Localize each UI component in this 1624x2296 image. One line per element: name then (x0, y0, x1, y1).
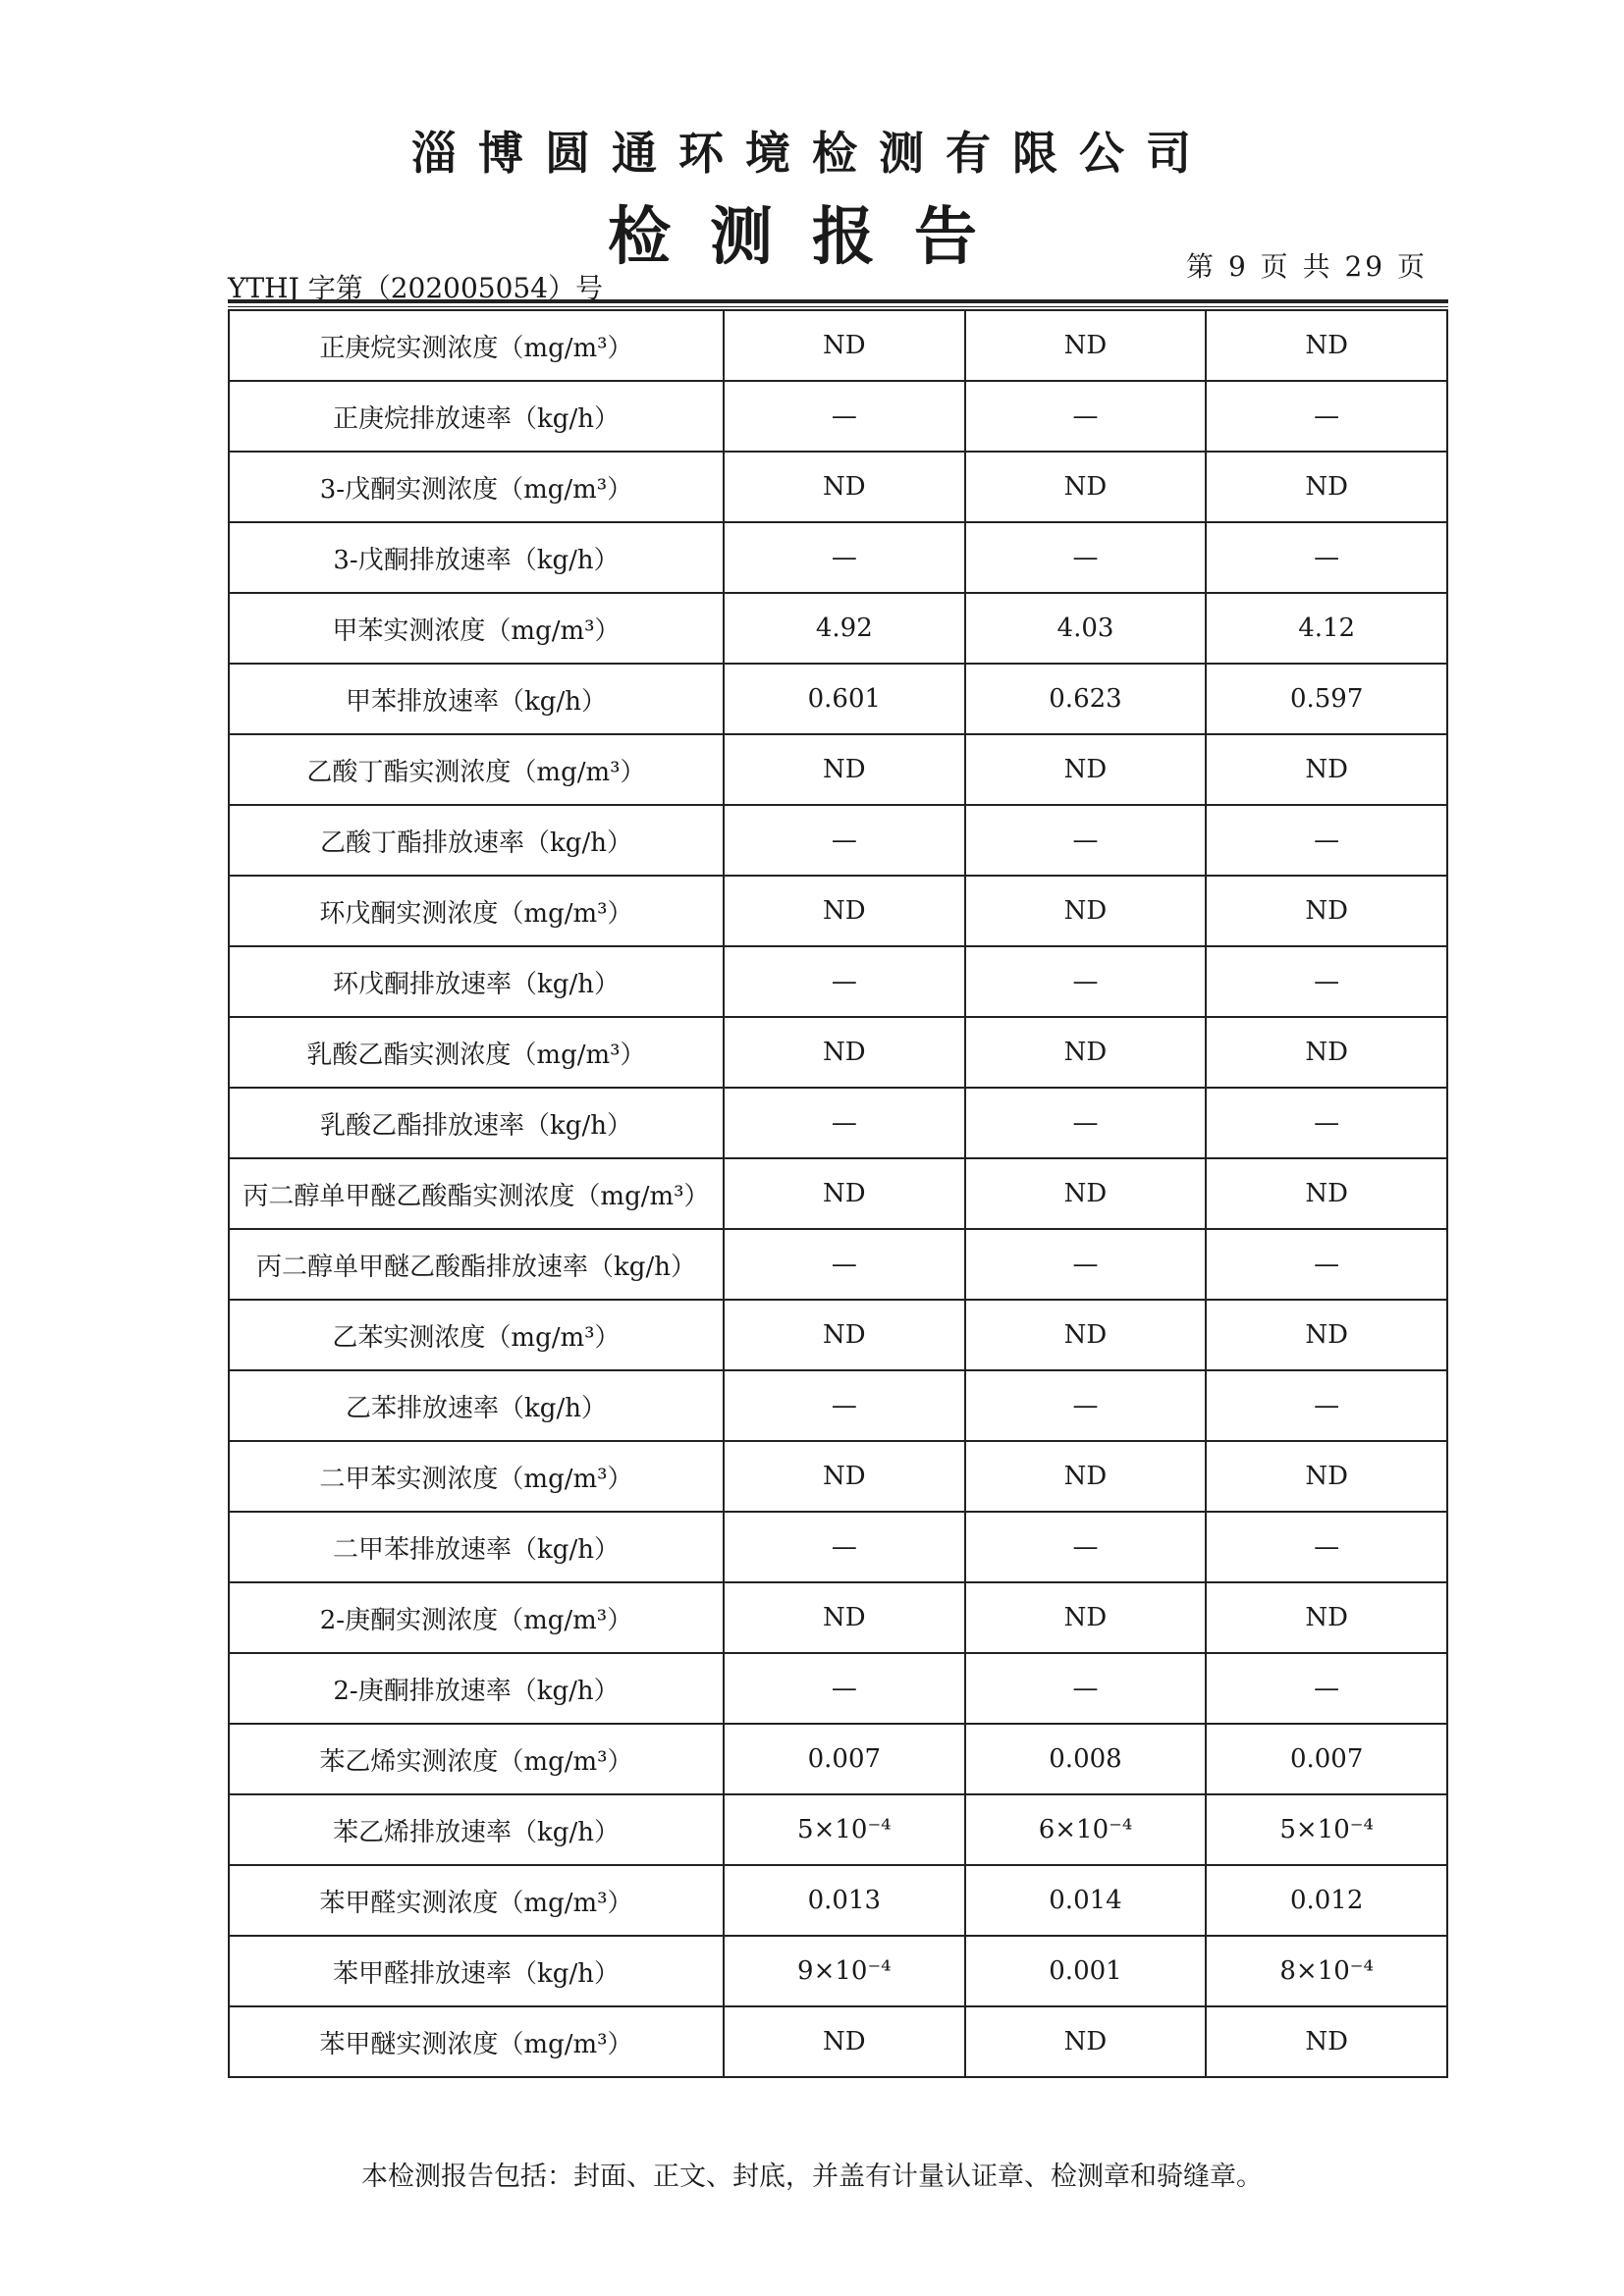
row-label: 正庚烷排放速率（kg/h） (229, 381, 724, 452)
row-label: 2-庚酮排放速率（kg/h） (229, 1653, 724, 1724)
cell-value: — (724, 1370, 965, 1441)
cell-value: ND (724, 1158, 965, 1229)
cell-value: — (965, 805, 1207, 876)
cell-value: ND (965, 452, 1207, 522)
row-label: 甲苯实测浓度（mg/m³） (229, 593, 724, 664)
table-row (229, 381, 1447, 452)
table-row (229, 1158, 1447, 1229)
table-row (229, 1865, 1447, 1936)
cell-value: ND (965, 1300, 1207, 1370)
cell-value: ND (965, 876, 1207, 946)
row-label: 苯甲醛实测浓度（mg/m³） (229, 1865, 724, 1936)
cell-value: ND (1206, 876, 1447, 946)
cell-value: — (965, 1370, 1207, 1441)
row-label: 环戊酮实测浓度（mg/m³） (229, 876, 724, 946)
table-row (229, 734, 1447, 805)
cell-value: — (965, 1088, 1207, 1158)
row-label: 苯乙烯实测浓度（mg/m³） (229, 1724, 724, 1794)
row-label: 2-庚酮实测浓度（mg/m³） (229, 1582, 724, 1653)
table-row (229, 452, 1447, 522)
row-label: 乙苯实测浓度（mg/m³） (229, 1300, 724, 1370)
table-row (229, 1653, 1447, 1724)
cell-value: — (1206, 381, 1447, 452)
cell-value: — (965, 1229, 1207, 1300)
cell-value: ND (1206, 452, 1447, 522)
cell-value: — (724, 1229, 965, 1300)
cell-value: 5×10⁻⁴ (724, 1794, 965, 1865)
cell-value: ND (965, 734, 1207, 805)
row-label: 丙二醇单甲醚乙酸酯排放速率（kg/h） (229, 1229, 724, 1300)
cell-value: 5×10⁻⁴ (1206, 1794, 1447, 1865)
cell-value: ND (1206, 1582, 1447, 1653)
cell-value: 6×10⁻⁴ (965, 1794, 1207, 1865)
cell-value: ND (724, 876, 965, 946)
cell-value: ND (724, 1441, 965, 1512)
cell-value: ND (1206, 1017, 1447, 1088)
cell-value: — (965, 522, 1207, 593)
cell-value: 0.014 (965, 1865, 1207, 1936)
table-row (229, 1582, 1447, 1653)
cell-value: 0.623 (965, 664, 1207, 734)
cell-value: 0.597 (1206, 664, 1447, 734)
cell-value: 0.601 (724, 664, 965, 734)
cell-value: 0.007 (1206, 1724, 1447, 1794)
row-label: 乳酸乙酯实测浓度（mg/m³） (229, 1017, 724, 1088)
cell-value: 0.007 (724, 1724, 965, 1794)
cell-value: — (1206, 1512, 1447, 1582)
table-row (229, 1370, 1447, 1441)
row-label: 乙酸丁酯排放速率（kg/h） (229, 805, 724, 876)
row-label: 3-戊酮排放速率（kg/h） (229, 522, 724, 593)
cell-value: 0.008 (965, 1724, 1207, 1794)
cell-value: 8×10⁻⁴ (1206, 1936, 1447, 2006)
cell-value: — (724, 381, 965, 452)
cell-value: ND (965, 310, 1207, 381)
cell-value: 0.013 (724, 1865, 965, 1936)
cell-value: — (724, 1512, 965, 1582)
table-row (229, 1794, 1447, 1865)
header-rule (228, 299, 1448, 307)
cell-value: 9×10⁻⁴ (724, 1936, 965, 2006)
row-label: 乙酸丁酯实测浓度（mg/m³） (229, 734, 724, 805)
cell-value: ND (1206, 310, 1447, 381)
cell-value: — (1206, 1653, 1447, 1724)
cell-value: ND (1206, 1300, 1447, 1370)
cell-value: ND (724, 452, 965, 522)
table-row (229, 1936, 1447, 2006)
footer-note: 本检测报告包括：封面、正文、封底，并盖有计量认证章、检测章和骑缝章。 (361, 2162, 1263, 2192)
company-name: 淄博圆通环境检测有限公司 (411, 127, 1213, 180)
cell-value: ND (1206, 1441, 1447, 1512)
cell-value: ND (724, 1017, 965, 1088)
cell-value: — (1206, 1088, 1447, 1158)
cell-value: ND (724, 1300, 965, 1370)
document-number: YTHJ 字第（202005054）号 (228, 272, 604, 304)
cell-value: — (724, 946, 965, 1017)
row-label: 丙二醇单甲醚乙酸酯实测浓度（mg/m³） (229, 1158, 724, 1229)
cell-value: — (1206, 1370, 1447, 1441)
cell-value: ND (724, 2006, 965, 2077)
table-row (229, 946, 1447, 1017)
row-label: 3-戊酮实测浓度（mg/m³） (229, 452, 724, 522)
table-row (229, 2006, 1447, 2077)
cell-value: ND (1206, 2006, 1447, 2077)
cell-value: — (724, 805, 965, 876)
table-row (229, 593, 1447, 664)
table-row (229, 876, 1447, 946)
cell-value: ND (965, 1158, 1207, 1229)
row-label: 苯甲醚实测浓度（mg/m³） (229, 2006, 724, 2077)
table-row (229, 1441, 1447, 1512)
cell-value: 0.012 (1206, 1865, 1447, 1936)
cell-value: — (724, 522, 965, 593)
cell-value: 4.92 (724, 593, 965, 664)
table-row (229, 310, 1447, 381)
cell-value: — (724, 1653, 965, 1724)
row-label: 二甲苯排放速率（kg/h） (229, 1512, 724, 1582)
cell-value: ND (1206, 1158, 1447, 1229)
row-label: 环戊酮排放速率（kg/h） (229, 946, 724, 1017)
cell-value: ND (965, 1582, 1207, 1653)
row-label: 乳酸乙酯排放速率（kg/h） (229, 1088, 724, 1158)
cell-value: ND (1206, 734, 1447, 805)
row-label: 正庚烷实测浓度（mg/m³） (229, 310, 724, 381)
table-row (229, 664, 1447, 734)
cell-value: — (965, 381, 1207, 452)
report-title: 检测报告 (608, 200, 1016, 274)
table-row (229, 1088, 1447, 1158)
table-row (229, 1017, 1447, 1088)
row-label: 甲苯排放速率（kg/h） (229, 664, 724, 734)
results-table (228, 309, 1448, 2078)
cell-value: ND (965, 2006, 1207, 2077)
page-info: 第 9 页 共 29 页 (1186, 250, 1428, 283)
table-row (229, 805, 1447, 876)
cell-value: — (965, 946, 1207, 1017)
cell-value: — (1206, 1229, 1447, 1300)
table-row (229, 1229, 1447, 1300)
table-row (229, 1300, 1447, 1370)
cell-value: ND (965, 1441, 1207, 1512)
cell-value: 4.03 (965, 593, 1207, 664)
cell-value: 0.001 (965, 1936, 1207, 2006)
row-label: 苯乙烯排放速率（kg/h） (229, 1794, 724, 1865)
cell-value: ND (965, 1017, 1207, 1088)
cell-value: — (724, 1088, 965, 1158)
table-row (229, 1512, 1447, 1582)
cell-value: — (965, 1512, 1207, 1582)
cell-value: — (1206, 805, 1447, 876)
row-label: 二甲苯实测浓度（mg/m³） (229, 1441, 724, 1512)
row-label: 乙苯排放速率（kg/h） (229, 1370, 724, 1441)
cell-value: ND (724, 310, 965, 381)
cell-value: — (1206, 522, 1447, 593)
cell-value: ND (724, 734, 965, 805)
row-label: 苯甲醛排放速率（kg/h） (229, 1936, 724, 2006)
cell-value: ND (724, 1582, 965, 1653)
cell-value: — (965, 1653, 1207, 1724)
cell-value: — (1206, 946, 1447, 1017)
cell-value: 4.12 (1206, 593, 1447, 664)
table-row (229, 1724, 1447, 1794)
table-row (229, 522, 1447, 593)
